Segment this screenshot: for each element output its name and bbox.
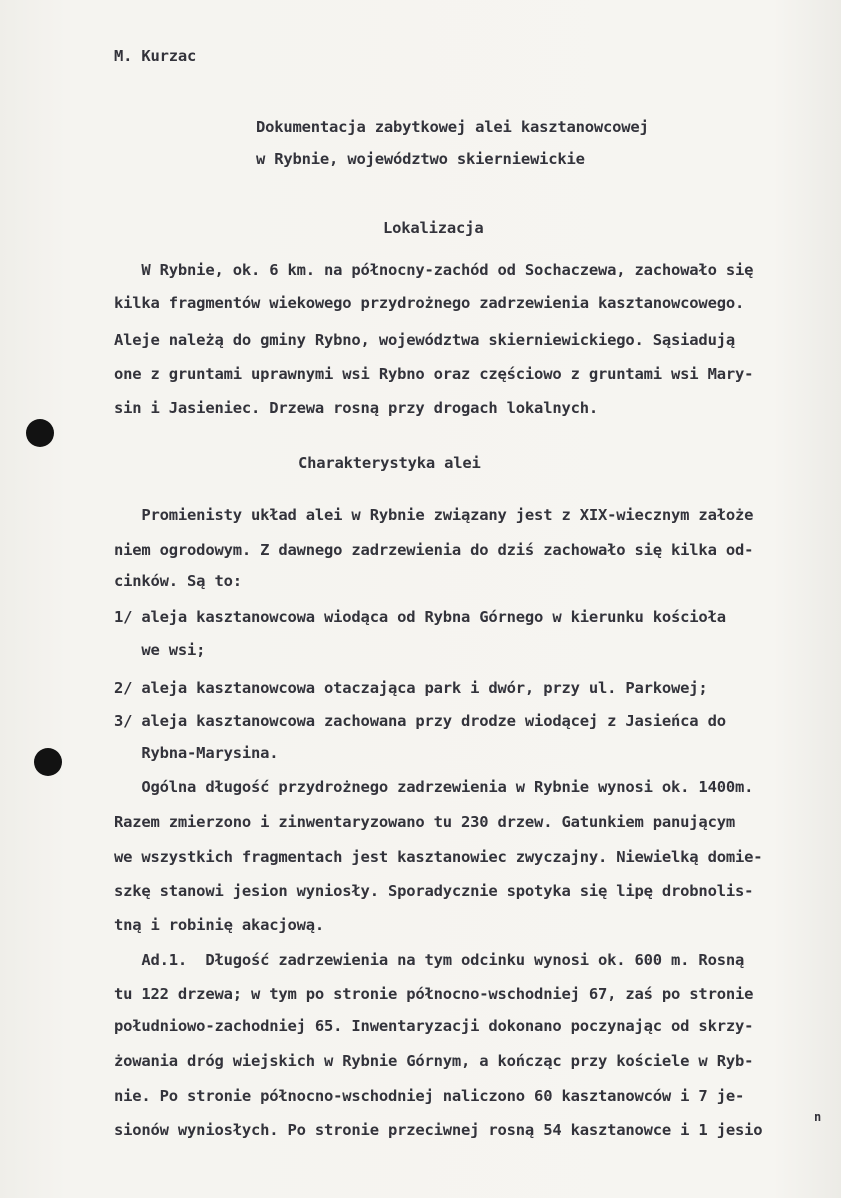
body-line: szkę stanowi jesion wyniosły. Sporadycznie spotyka się lipę drobnolis- (114, 882, 754, 900)
list-item: 2/ aleja kasztanowcowa otaczająca park i dwór, przy ul. Parkowej; (114, 679, 708, 697)
punch-hole-bottom (34, 748, 62, 776)
body-line: cinków. Są to: (114, 572, 242, 590)
body-line: Ogólna długość przydrożnego zadrzewienia w Rybnie wynosi ok. 1400m. (114, 778, 754, 796)
section-heading-charakterystyka: Charakterystyka alei (298, 454, 481, 472)
body-line: one z gruntami uprawnymi wsi Rybno oraz częściowo z gruntami wsi Mary- (114, 365, 754, 383)
body-line: żowania dróg wiejskich w Rybnie Górnym, a kończąc przy kościele w Ryb- (114, 1052, 754, 1070)
list-item: we wsi; (114, 641, 206, 659)
margin-note: n (814, 1110, 822, 1124)
body-line: południowo-zachodniej 65. Inwentaryzacji dokonano poczynając od skrzy- (114, 1017, 754, 1035)
section-heading-lokalizacja: Lokalizacja (383, 219, 484, 237)
body-line: Razem zmierzono i zinwentaryzowano tu 230 drzew. Gatunkiem panującym (114, 813, 735, 831)
body-line: nie. Po stronie północno-wschodniej naliczono 60 kasztanowców i 7 je- (114, 1087, 745, 1105)
author-name: M. Kurzac (114, 47, 197, 65)
body-line: tną i robinię akacjową. (114, 916, 325, 934)
body-line: niem ogrodowym. Z dawnego zadrzewienia do dziś zachowało się kilka od- (114, 541, 754, 559)
punch-hole-top (26, 419, 54, 447)
body-line: Promienisty układ alei w Rybnie związany jest z XIX-wiecznym założe (114, 506, 754, 524)
body-line: tu 122 drzewa; w tym po stronie północno-wschodniej 67, zaś po stronie (114, 985, 754, 1003)
list-item: Rybna-Marysina. (114, 744, 279, 762)
document-title-line-1: Dokumentacja zabytkowej alei kasztanowcowej (256, 118, 649, 136)
body-line: kilka fragmentów wiekowego przydrożnego zadrzewienia kasztanowcowego. (114, 294, 745, 312)
body-line: sionów wyniosłych. Po stronie przeciwnej rosną 54 kasztanowce i 1 jesio (114, 1121, 763, 1139)
document-title-line-2: w Rybnie, województwo skierniewickie (256, 150, 585, 168)
body-line: W Rybnie, ok. 6 km. na północny-zachód od Sochaczewa, zachowało się (114, 261, 754, 279)
body-line: Aleje należą do gminy Rybno, województwa skierniewickiego. Sąsiadują (114, 331, 735, 349)
body-line: sin i Jasieniec. Drzewa rosną przy drogach lokalnych. (114, 399, 598, 417)
body-line: we wszystkich fragmentach jest kasztanowiec zwyczajny. Niewielką domie- (114, 848, 763, 866)
list-item: 1/ aleja kasztanowcowa wiodąca od Rybna Górnego w kierunku kościoła (114, 608, 726, 626)
list-item: 3/ aleja kasztanowcowa zachowana przy drodze wiodącej z Jasieńca do (114, 712, 726, 730)
body-line: Ad.1. Długość zadrzewienia na tym odcinku wynosi ok. 600 m. Rosną (114, 951, 745, 969)
